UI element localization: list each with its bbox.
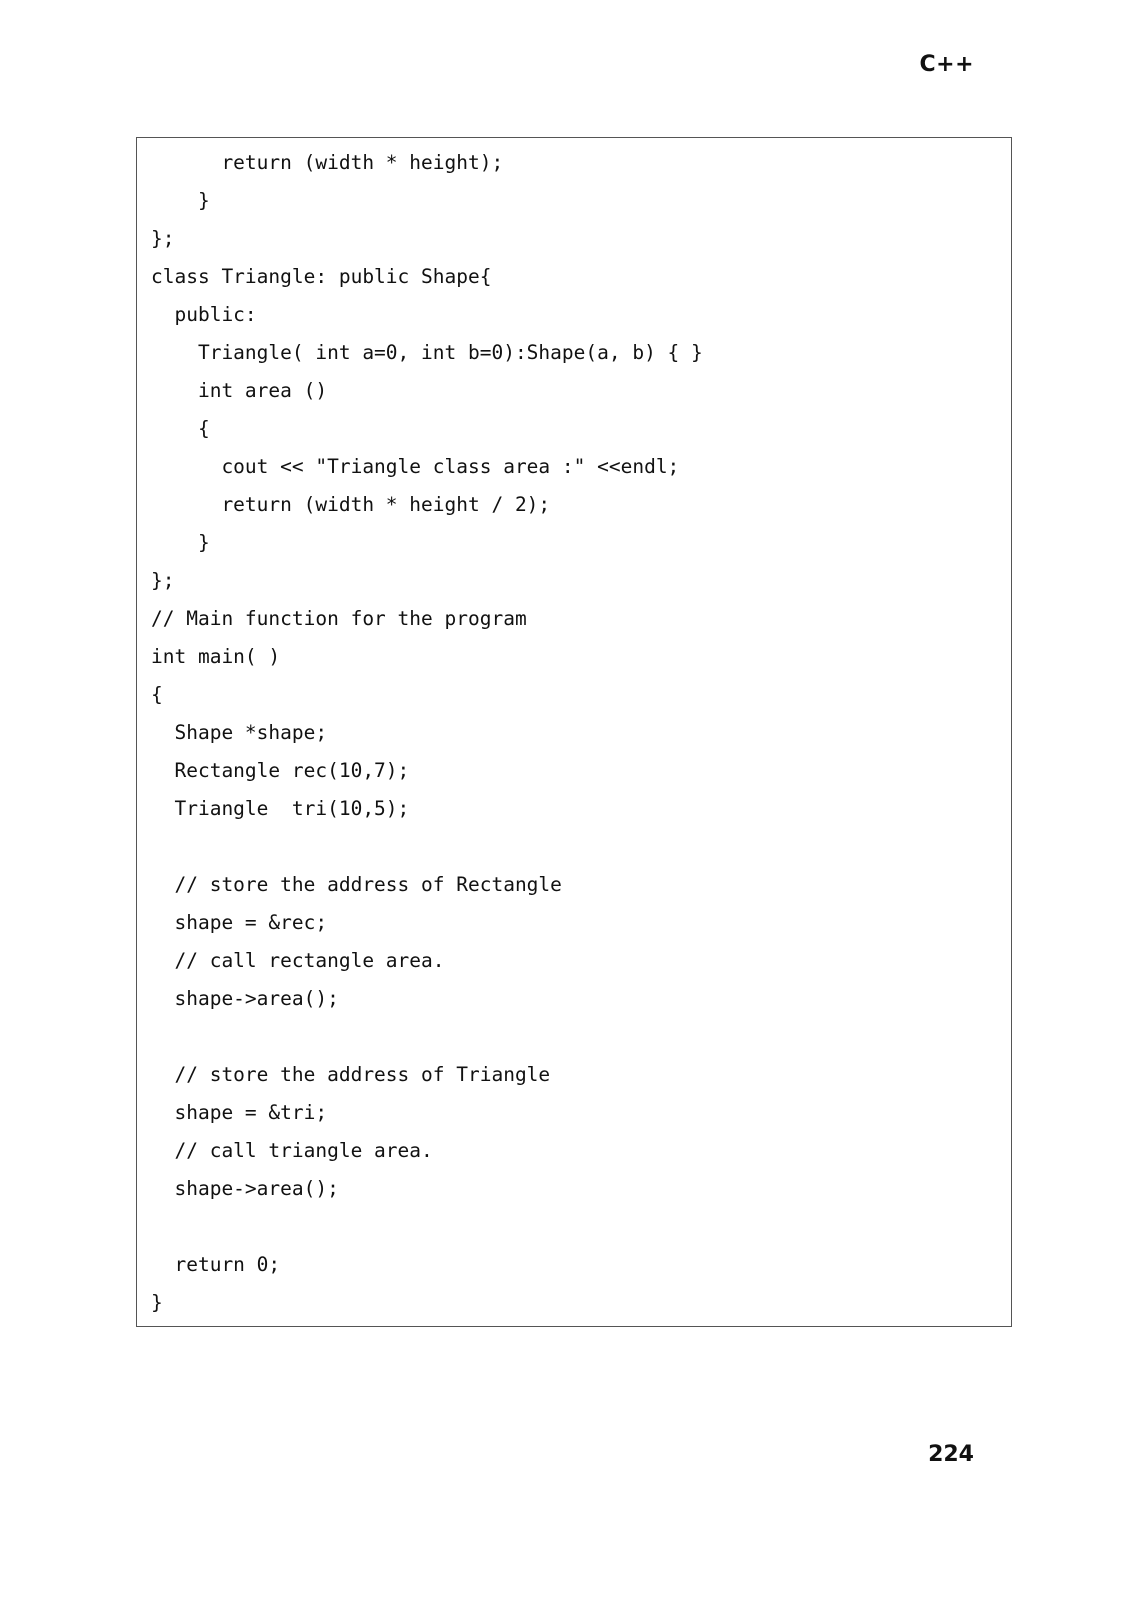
code-line: public: — [151, 303, 257, 326]
page-header-title: C++ — [919, 52, 974, 77]
code-line: shape = &rec; — [151, 911, 328, 934]
code-block — [136, 137, 1012, 1327]
code-line: }; — [151, 569, 175, 592]
code-line: shape->area(); — [151, 1177, 339, 1200]
code-line: cout << "Triangle class area :" <<endl; — [151, 455, 680, 478]
code-line: shape = &tri; — [151, 1101, 328, 1124]
code-line: int main( ) — [151, 645, 281, 668]
code-line: Shape *shape; — [151, 721, 328, 744]
code-line: } — [151, 531, 210, 554]
code-line: return (width * height / 2); — [151, 493, 551, 516]
code-line: // store the address of Rectangle — [151, 873, 562, 896]
code-line: Triangle( int a=0, int b=0):Shape(a, b) { } — [151, 341, 703, 364]
code-line — [151, 828, 1001, 866]
code-line: { — [151, 417, 210, 440]
code-line: Triangle tri(10,5); — [151, 797, 410, 820]
code-line: // Main function for the program — [151, 607, 527, 630]
code-line: }; — [151, 227, 175, 250]
code-line: // call triangle area. — [151, 1139, 433, 1162]
code-line: // store the address of Triangle — [151, 1063, 551, 1086]
code-line: } — [151, 189, 210, 212]
code-line: { — [151, 683, 163, 706]
code-line: int area () — [151, 379, 328, 402]
code-line: return 0; — [151, 1253, 281, 1276]
code-line — [151, 1208, 1001, 1246]
code-line — [151, 1018, 1001, 1056]
code-line: return (width * height); — [151, 151, 504, 174]
code-lines — [151, 144, 1001, 1322]
code-line: class Triangle: public Shape{ — [151, 265, 492, 288]
code-line: shape->area(); — [151, 987, 339, 1010]
page-number: 224 — [928, 1442, 974, 1467]
code-line: } — [151, 1291, 163, 1314]
code-line: Rectangle rec(10,7); — [151, 759, 410, 782]
code-line: // call rectangle area. — [151, 949, 445, 972]
